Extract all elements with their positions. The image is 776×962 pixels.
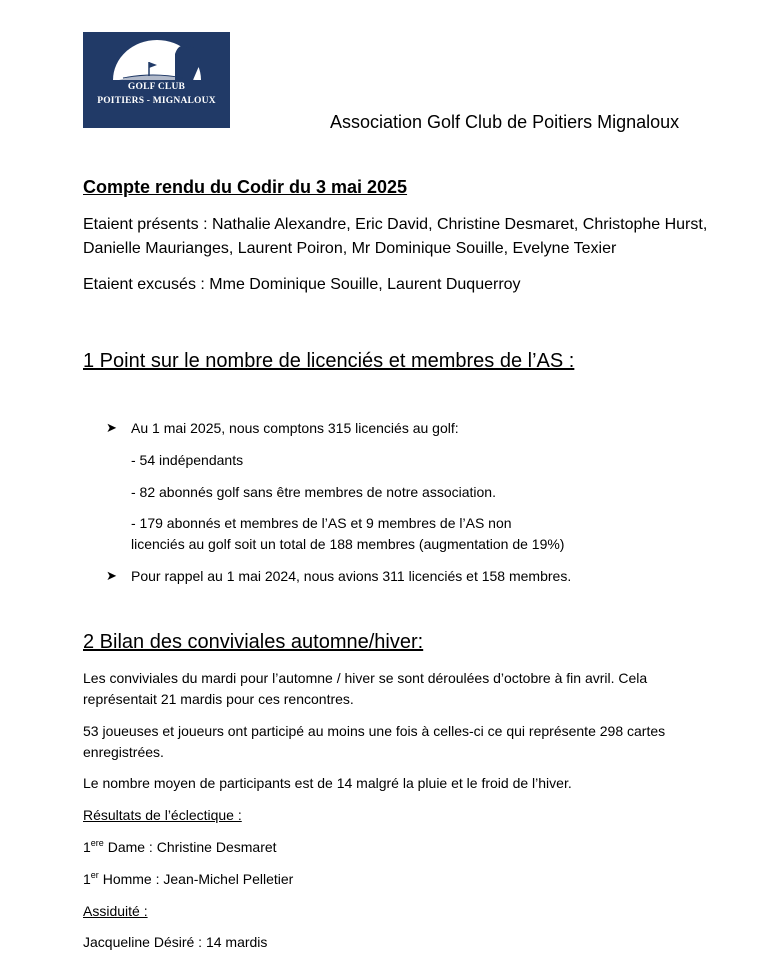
section-2-heading: 2 Bilan des conviviales automne/hiver: [83,631,424,653]
document-title: Compte rendu du Codir du 3 mai 2025 [83,177,408,197]
homme-rank: 1 [83,871,91,887]
paragraph-participants [83,721,665,763]
bullet-item-1: Au 1 mai 2025, nous comptons 315 licenciés au golf: [131,420,459,436]
assiduity-heading: Assiduité : [83,903,148,919]
arrow-right-bullet-icon: ➤ [106,420,117,435]
sub-item-membres-line-2: licenciés au golf soit un total de 188 membres (augmentation de 19%) [131,536,565,552]
logo-line-2: POITIERS - MIGNALOUX [97,96,216,106]
dame-name: Dame : Christine Desmaret [103,839,277,855]
present-line-2: Danielle Maurianges, Laurent Poiron, Mr Dominique Souille, Evelyne Texier [83,240,617,257]
homme-rank-suffix: er [90,870,99,880]
eclectic-heading: Résultats de l’éclectique : [83,807,242,823]
eclectic-dame [83,837,277,858]
bullet-item-2: Pour rappel au 1 mai 2024, nous avions 311 licenciés et 158 membres. [131,568,572,584]
attendance-excused: Etaient excusés : Mme Dominique Souille, Laurent Duquerroy [83,276,521,293]
present-line-1: Etaient présents : Nathalie Alexandre, Eric David, Christine Desmaret, Christophe Hurst, [83,216,708,233]
paragraph-moyenne: Le nombre moyen de participants est de 14 malgré la pluie et le froid de l’hiver. [83,775,572,791]
golf-emblem-icon [83,32,230,128]
club-logo [83,32,230,128]
logo-line-1: GOLF CLUB [127,82,186,92]
para1-line-1: Les conviviales du mardi pour l’automne / hiver se sont déroulées d’octobre à fin avril. Cela [83,670,648,686]
sub-item-membres-line-1: - 179 abonnés et membres de l’AS et 9 membres de l’AS non [131,515,512,531]
arrow-right-bullet-icon: ➤ [106,568,117,583]
eclectic-homme [83,869,293,890]
dame-rank: 1 [83,839,91,855]
section-1-heading: 1 Point sur le nombre de licenciés et membres de l’AS : [83,350,575,372]
para2-line-2: enregistrées. [83,744,164,760]
sub-item-independants: - 54 indépendants [131,452,244,468]
homme-name: Homme : Jean-Michel Pelletier [98,871,294,887]
sub-item-abonnes: - 82 abonnés golf sans être membres de notre association. [131,484,496,500]
attendance-present [83,213,707,261]
dame-rank-suffix: ere [90,838,104,848]
association-name: Association Golf Club de Poitiers Mignaloux [330,112,680,132]
assiduity-line-1: Jacqueline Désiré : 14 mardis [83,934,268,950]
para1-line-2: représentait 21 mardis pour ces rencontres. [83,691,354,707]
para2-line-1: 53 joueuses et joueurs ont participé au moins une fois à celles-ci ce qui représente 298 cartes [83,723,666,739]
paragraph-conviviales [83,668,647,710]
